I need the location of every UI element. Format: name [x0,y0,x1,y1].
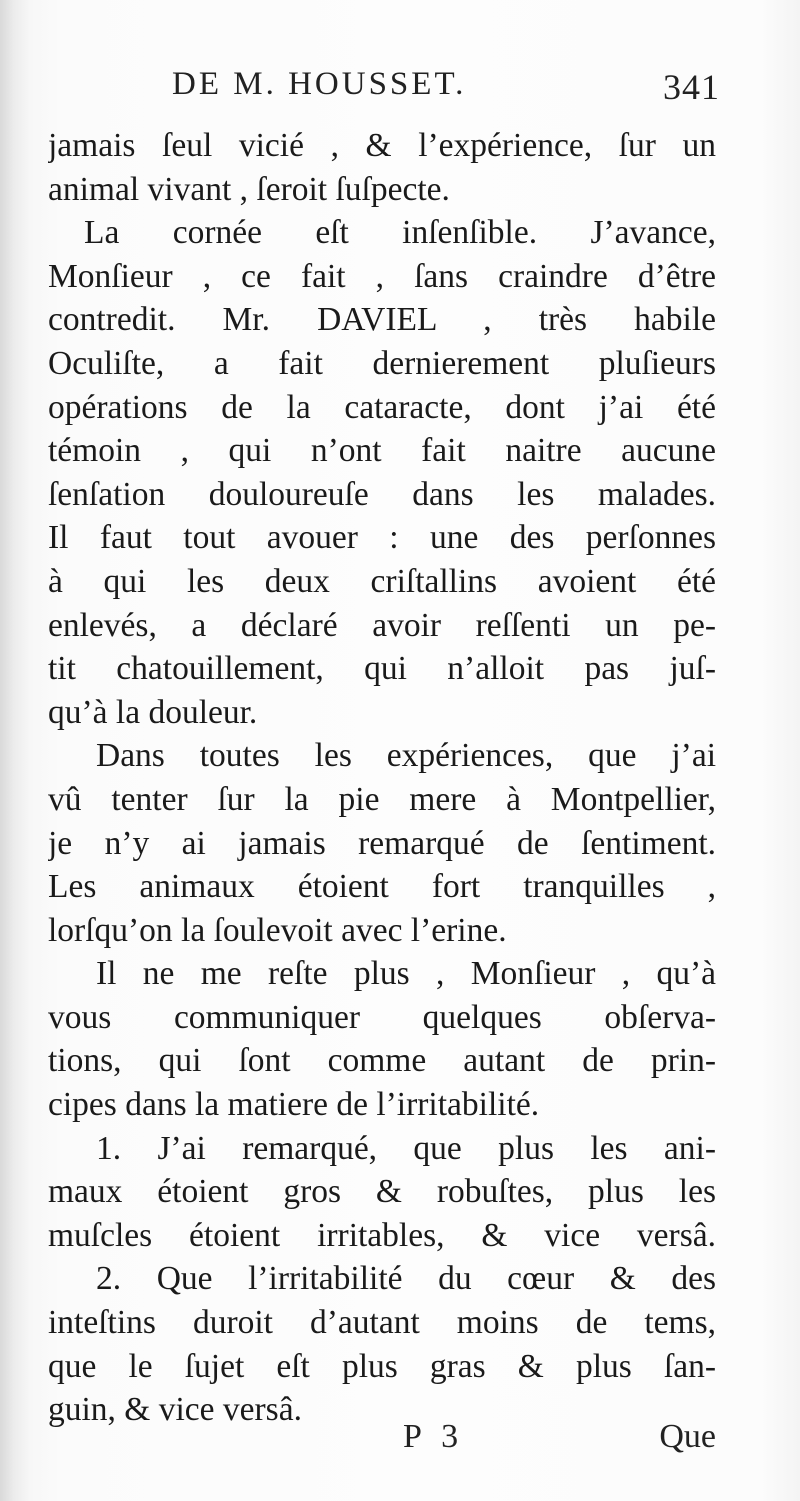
running-header [172,66,720,112]
text-line: à qui les deux criſtallins avoient été [48,562,716,600]
text-line: contredit. Mr. DAVIEL , très habile [48,301,716,339]
text-line: Monſieur , ce fait , ſans craindre d’être [48,257,716,295]
text-line: je n’y ai jamais remarqué de ſentiment. [48,824,716,862]
text-line: tit chatouillement, qui n’alloit pas juſ- [48,650,716,688]
text-line: Dans toutes les expériences, que j’ai [96,737,716,775]
signature-mark: P 3 [403,1418,465,1455]
catchword: Que [659,1418,716,1455]
text-line: qu’à la douleur. [48,693,258,731]
text-line: cipes dans la matiere de l’irritabilité. [48,1086,540,1124]
text-line: vû tenter ſur la pie mere à Montpellier, [48,780,716,818]
text-line: guin, & vice versâ. [48,1391,302,1429]
page-footer [48,1418,716,1462]
text-line: vous communiquer quelques obſerva- [48,998,716,1036]
text-line: opérations de la cataracte, dont j’ai été [48,388,716,426]
text-line: 2. Que l’irritabilité du cœur & des [96,1260,716,1298]
running-title: DE M. HOUSSET. [172,66,467,102]
text-line: La cornée eſt inſenſible. J’avance, [84,214,716,252]
text-line: muſcles étoient irritables, & vice versâ. [48,1216,716,1254]
text-line: inteſtins duroit d’autant moins de tems, [48,1304,716,1342]
text-line: jamais ſeul vicié , & l’expérience, ſur un [48,127,716,164]
page-number: 341 [663,67,720,107]
text-line: ſenſation douloureuſe dans les malades. [48,475,716,513]
text-line: 1. J’ai remarqué, que plus les ani- [96,1129,716,1167]
text-line: Il faut tout avouer : une des perſonnes [48,519,716,557]
text-line: tions, qui ſont comme autant de prin- [48,1042,716,1080]
text-line: maux étoient gros & robuſtes, plus les [48,1173,716,1211]
text-line: animal vivant , ſeroit ſuſpecte. [48,170,450,208]
text-line: témoin , qui n’ont fait naitre aucune [48,432,716,470]
body-text [48,124,716,1432]
text-line: lorſqu’on la ſoulevoit avec l’erine. [48,911,507,949]
text-line: enlevés, a déclaré avoir reſſenti un pe- [48,606,716,644]
text-line: Oculiſte, a fait dernierement pluſieurs [48,344,716,382]
text-line: que le ſujet eſt plus gras & plus ſan- [48,1347,716,1385]
text-line: Les animaux étoient fort tranquilles , [48,868,716,906]
text-line: Il ne me reſte plus , Monſieur , qu’à [96,955,716,993]
